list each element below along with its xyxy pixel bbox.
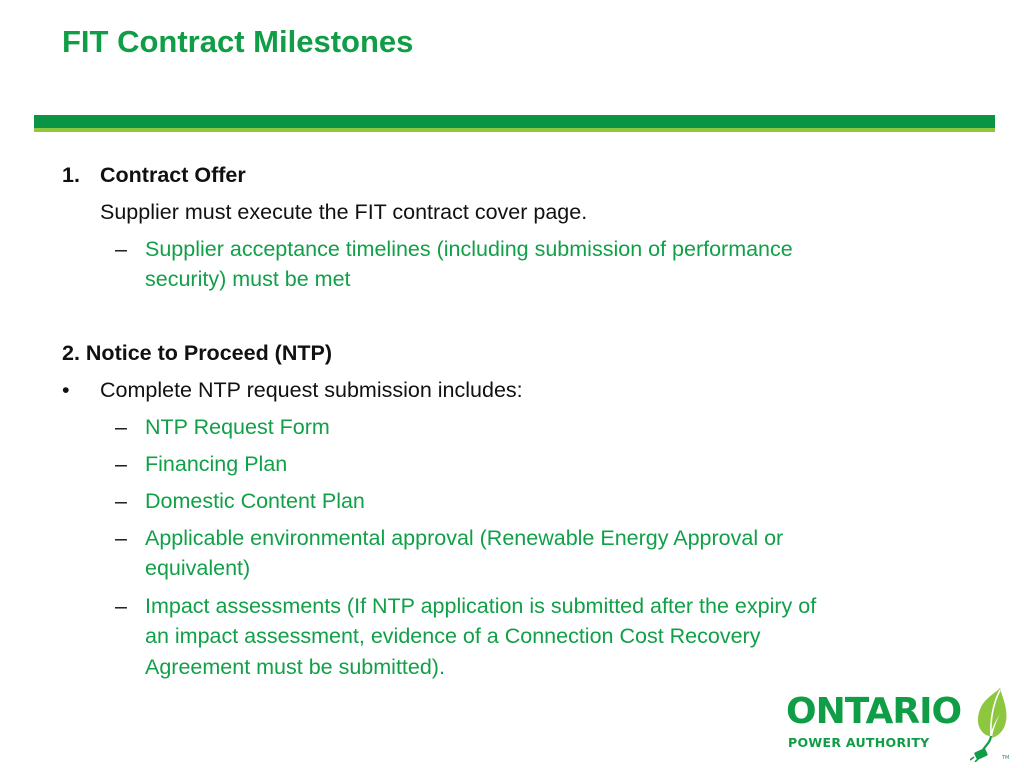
list-item-domestic-content-plan: Domestic Content Plan bbox=[145, 489, 365, 513]
section-1-number: 1. bbox=[62, 163, 80, 187]
slide-title: FIT Contract Milestones bbox=[62, 24, 414, 59]
leaf-plug-icon bbox=[970, 686, 1012, 762]
title-divider-dark bbox=[34, 115, 995, 128]
list-item-environmental-approval-line-2: equivalent) bbox=[145, 556, 251, 580]
logo-wordmark: ONTARIO bbox=[786, 691, 962, 732]
list-item-environmental-approval-line-1: Applicable environmental approval (Renewable Energy Approval or bbox=[145, 526, 784, 550]
section-1-sub-line-1: Supplier acceptance timelines (including submission of performance bbox=[145, 237, 793, 261]
section-1-sub-line-2: security) must be met bbox=[145, 267, 351, 291]
section-1-body: Supplier must execute the FIT contract cover page. bbox=[100, 200, 588, 224]
title-divider-light bbox=[34, 128, 995, 132]
ontario-power-authority-logo bbox=[786, 686, 1012, 762]
section-2-heading: 2. Notice to Proceed (NTP) bbox=[62, 341, 332, 365]
list-item-impact-assessments-line-2: an impact assessment, evidence of a Connection Cost Recovery bbox=[145, 624, 761, 648]
section-2-bullet-text: Complete NTP request submission includes: bbox=[100, 378, 523, 402]
dash-marker: – bbox=[115, 452, 127, 476]
list-item-ntp-request-form: NTP Request Form bbox=[145, 415, 330, 439]
dash-marker: – bbox=[115, 237, 127, 261]
trademark-mark: TM bbox=[1002, 755, 1010, 761]
dash-marker: – bbox=[115, 594, 127, 618]
dash-marker: – bbox=[115, 526, 127, 550]
list-item-financing-plan: Financing Plan bbox=[145, 452, 288, 476]
logo-subtitle: POWER AUTHORITY bbox=[788, 735, 930, 750]
list-item-impact-assessments-line-3: Agreement must be submitted). bbox=[145, 655, 445, 679]
section-1-heading: Contract Offer bbox=[100, 163, 246, 187]
bullet-marker: • bbox=[62, 378, 70, 402]
list-item-impact-assessments-line-1: Impact assessments (If NTP application is submitted after the expiry of bbox=[145, 594, 817, 618]
dash-marker: – bbox=[115, 415, 127, 439]
dash-marker: – bbox=[115, 489, 127, 513]
